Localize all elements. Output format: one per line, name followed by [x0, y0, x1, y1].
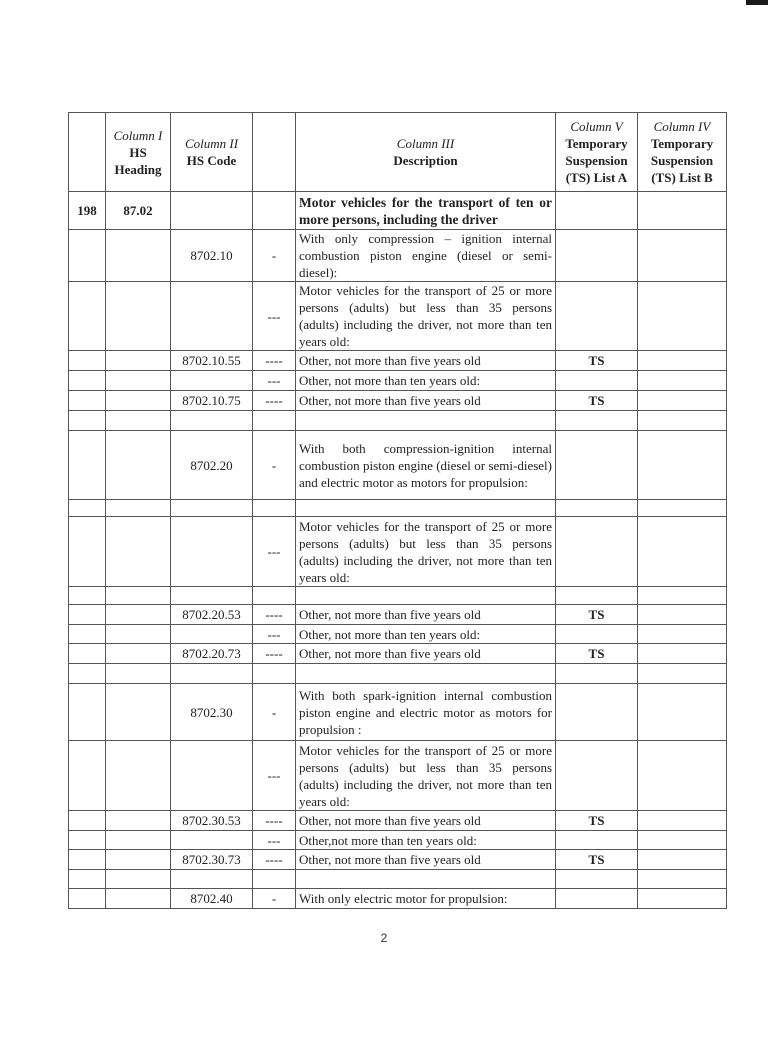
hs-code-cell: 8702.20.53: [171, 605, 253, 625]
ts-list-a-cell: [556, 230, 638, 282]
ts-list-b-cell: [638, 282, 727, 351]
description-cell: [296, 664, 556, 684]
table-row: [69, 741, 727, 811]
dash-indent-cell: ---: [253, 625, 296, 644]
ts-list-a-cell: [556, 684, 638, 741]
ts-list-b-cell: [638, 889, 727, 909]
table-row: [69, 684, 727, 741]
hs-heading-cell: [106, 282, 171, 351]
hs-code-cell: [171, 741, 253, 811]
table-row: [69, 371, 727, 391]
header-col2-label: Column II: [184, 136, 239, 151]
description-cell: Motor vehicles for the transport of 25 or more persons (adults) but less than 35 persons (adults) including the driver, not more than ten years old:: [296, 282, 556, 351]
description-cell: With both compression-ignition internal combustion piston engine (diesel or semi-diesel) and electric motor as motors for propulsion:: [296, 431, 556, 500]
header-col4-title-c: (TS) List B: [651, 170, 713, 185]
header-col4-title-a: Temporary: [650, 136, 714, 151]
ts-list-b-cell: [638, 811, 727, 831]
hs-code-cell: 8702.30: [171, 684, 253, 741]
hs-code-cell: 8702.10: [171, 230, 253, 282]
row-number-cell: [69, 282, 106, 351]
hs-heading-cell: [106, 587, 171, 605]
row-number-cell: [69, 500, 106, 517]
hs-code-cell: [171, 625, 253, 644]
table-header-row: [69, 113, 727, 192]
row-number-cell: [69, 351, 106, 371]
ts-list-b-cell: [638, 411, 727, 431]
ts-list-b-cell: [638, 517, 727, 587]
hs-heading-cell: 87.02: [106, 192, 171, 230]
hs-code-cell: [171, 411, 253, 431]
row-number-cell: [69, 741, 106, 811]
hs-heading-cell: [106, 850, 171, 870]
ts-list-b-cell: [638, 870, 727, 889]
ts-list-b-cell: [638, 192, 727, 230]
table-row: [69, 644, 727, 664]
description-cell: Other, not more than ten years old:: [296, 371, 556, 391]
hs-code-cell: 8702.20: [171, 431, 253, 500]
ts-list-b-cell: [638, 644, 727, 664]
ts-list-a-cell: [556, 889, 638, 909]
hs-heading-cell: [106, 371, 171, 391]
hs-code-cell: [171, 282, 253, 351]
table-row: [69, 605, 727, 625]
ts-list-a-cell: [556, 587, 638, 605]
description-cell: [296, 870, 556, 889]
description-cell: Other, not more than ten years old:: [296, 625, 556, 644]
header-col5-title-b: Suspension: [565, 153, 628, 168]
header-col5-label: Column V: [570, 119, 623, 134]
table-row: [69, 411, 727, 431]
ts-list-a-cell: [556, 625, 638, 644]
ts-list-b-cell: [638, 230, 727, 282]
description-cell: Motor vehicles for the transport of 25 or more persons (adults) but less than 35 persons (adults) including the driver, not more than ten years old:: [296, 741, 556, 811]
dash-indent-cell: ---: [253, 741, 296, 811]
hs-heading-cell: [106, 831, 171, 850]
hs-heading-cell: [106, 605, 171, 625]
dash-indent-cell: ----: [253, 605, 296, 625]
header-col5-title-c: (TS) List A: [565, 170, 628, 185]
header-hs-heading: [106, 113, 171, 192]
hs-code-cell: 8702.10.75: [171, 391, 253, 411]
ts-list-a-cell: [556, 741, 638, 811]
hs-heading-cell: [106, 664, 171, 684]
hs-code-cell: [171, 870, 253, 889]
ts-list-b-cell: [638, 371, 727, 391]
dash-indent-cell: [253, 870, 296, 889]
description-cell: Other, not more than five years old: [296, 391, 556, 411]
hs-heading-cell: [106, 889, 171, 909]
dash-indent-cell: ----: [253, 644, 296, 664]
ts-list-a-cell: [556, 664, 638, 684]
ts-list-a-cell: [556, 371, 638, 391]
description-cell: Other, not more than five years old: [296, 850, 556, 870]
hs-heading-cell: [106, 625, 171, 644]
hs-code-cell: 8702.20.73: [171, 644, 253, 664]
header-ts-list-b: [638, 113, 727, 192]
ts-list-b-cell: [638, 684, 727, 741]
description-cell: [296, 411, 556, 431]
ts-list-b-cell: [638, 391, 727, 411]
table-row: [69, 517, 727, 587]
header-col1-title-a: HS: [129, 144, 147, 160]
ts-list-b-cell: [638, 741, 727, 811]
dash-indent-cell: [253, 411, 296, 431]
row-number-cell: [69, 391, 106, 411]
description-cell: With both spark-ignition internal combustion piston engine and electric motor as motors for propulsion :: [296, 684, 556, 741]
dash-indent-cell: ----: [253, 351, 296, 371]
hs-heading-cell: [106, 870, 171, 889]
row-number-cell: [69, 605, 106, 625]
table-row: [69, 889, 727, 909]
hs-code-cell: [171, 371, 253, 391]
description-cell: [296, 587, 556, 605]
ts-list-b-cell: [638, 500, 727, 517]
description-cell: Other, not more than five years old: [296, 811, 556, 831]
row-number-cell: [69, 371, 106, 391]
dash-indent-cell: ---: [253, 517, 296, 587]
dash-indent-cell: ---: [253, 282, 296, 351]
header-col1-label: Column I: [113, 127, 163, 143]
row-number-cell: [69, 850, 106, 870]
ts-list-b-cell: [638, 831, 727, 850]
header-hs-code: [171, 113, 253, 192]
table-row: [69, 431, 727, 500]
description-cell: Other, not more than five years old: [296, 351, 556, 371]
hs-code-cell: [171, 831, 253, 850]
dash-indent-cell: ---: [253, 831, 296, 850]
description-cell: Motor vehicles for the transport of 25 or more persons (adults) but less than 35 persons (adults) including the driver, not more than ten years old:: [296, 517, 556, 587]
description-cell: Motor vehicles for the transport of ten or more persons, including the driver: [296, 192, 556, 230]
header-col5-title-a: Temporary: [565, 136, 628, 151]
hs-heading-cell: [106, 351, 171, 371]
table-row: [69, 831, 727, 850]
hs-heading-cell: [106, 644, 171, 664]
header-ts-list-a: [556, 113, 638, 192]
hs-heading-cell: [106, 391, 171, 411]
ts-list-b-cell: [638, 605, 727, 625]
row-number-cell: [69, 230, 106, 282]
header-col1-title-b: Heading: [114, 161, 162, 177]
ts-list-b-cell: [638, 625, 727, 644]
ts-list-a-cell: [556, 500, 638, 517]
header-col2-title: HS Code: [186, 153, 237, 168]
hs-heading-cell: [106, 684, 171, 741]
ts-list-a-cell: TS: [556, 605, 638, 625]
ts-list-b-cell: [638, 351, 727, 371]
row-number-cell: [69, 684, 106, 741]
row-number-cell: [69, 811, 106, 831]
page-number: 2: [380, 931, 388, 945]
ts-list-a-cell: TS: [556, 351, 638, 371]
row-number-cell: [69, 664, 106, 684]
ts-list-a-cell: [556, 517, 638, 587]
row-number-cell: [69, 411, 106, 431]
row-number-cell: [69, 831, 106, 850]
hs-heading-cell: [106, 811, 171, 831]
hs-code-cell: 8702.30.53: [171, 811, 253, 831]
description-cell: With only electric motor for propulsion:: [296, 889, 556, 909]
ts-list-a-cell: [556, 831, 638, 850]
table-row: [69, 587, 727, 605]
row-number-cell: [69, 587, 106, 605]
ts-list-a-cell: TS: [556, 391, 638, 411]
header-row-number: [69, 113, 106, 192]
dash-indent-cell: -: [253, 431, 296, 500]
hs-code-cell: 8702.40: [171, 889, 253, 909]
table-row: [69, 625, 727, 644]
row-number-cell: [69, 625, 106, 644]
header-col4-title-b: Suspension: [650, 153, 714, 168]
table-row: [69, 850, 727, 870]
hs-code-cell: [171, 192, 253, 230]
ts-list-b-cell: [638, 587, 727, 605]
description-cell: Other,not more than ten years old:: [296, 831, 556, 850]
dash-indent-cell: [253, 192, 296, 230]
dash-indent-cell: [253, 500, 296, 517]
table-row: [69, 870, 727, 889]
ts-list-a-cell: [556, 282, 638, 351]
dash-indent-cell: ----: [253, 391, 296, 411]
table-row: [69, 391, 727, 411]
dash-indent-cell: [253, 664, 296, 684]
dash-indent-cell: [253, 587, 296, 605]
hs-code-cell: 8702.30.73: [171, 850, 253, 870]
dash-indent-cell: -: [253, 684, 296, 741]
description-cell: With only compression – ignition internal combustion piston engine (diesel or semi-diesel):: [296, 230, 556, 282]
header-col4-label: Column IV: [653, 119, 711, 134]
dash-indent-cell: -: [253, 889, 296, 909]
tariff-table: [68, 112, 727, 909]
row-number-cell: 198: [69, 192, 106, 230]
header-description: [296, 113, 556, 192]
row-number-cell: [69, 870, 106, 889]
description-cell: [296, 500, 556, 517]
ts-list-b-cell: [638, 850, 727, 870]
hs-heading-cell: [106, 517, 171, 587]
hs-code-cell: [171, 587, 253, 605]
hs-heading-cell: [106, 230, 171, 282]
row-number-cell: [69, 889, 106, 909]
table-row: [69, 351, 727, 371]
row-number-cell: [69, 517, 106, 587]
header-col3-label: Column III: [396, 136, 455, 151]
row-number-cell: [69, 644, 106, 664]
hs-heading-cell: [106, 500, 171, 517]
ts-list-a-cell: [556, 192, 638, 230]
hs-code-cell: [171, 664, 253, 684]
hs-heading-cell: [106, 741, 171, 811]
ts-list-a-cell: [556, 411, 638, 431]
table-row: [69, 664, 727, 684]
table-row: [69, 282, 727, 351]
scan-corner-mark: [746, 0, 768, 5]
description-cell: Other, not more than five years old: [296, 605, 556, 625]
ts-list-a-cell: [556, 431, 638, 500]
ts-list-a-cell: TS: [556, 811, 638, 831]
table-row: [69, 230, 727, 282]
dash-indent-cell: ----: [253, 811, 296, 831]
ts-list-a-cell: [556, 870, 638, 889]
hs-code-cell: 8702.10.55: [171, 351, 253, 371]
table-row: [69, 192, 727, 230]
hs-heading-cell: [106, 431, 171, 500]
dash-indent-cell: ---: [253, 371, 296, 391]
description-cell: Other, not more than five years old: [296, 644, 556, 664]
table-row: [69, 811, 727, 831]
hs-heading-cell: [106, 411, 171, 431]
dash-indent-cell: ----: [253, 850, 296, 870]
ts-list-a-cell: TS: [556, 644, 638, 664]
header-col3-title: Description: [393, 153, 458, 168]
row-number-cell: [69, 431, 106, 500]
hs-code-cell: [171, 500, 253, 517]
dash-indent-cell: -: [253, 230, 296, 282]
hs-code-cell: [171, 517, 253, 587]
table-row: [69, 500, 727, 517]
header-dash: [253, 113, 296, 192]
ts-list-b-cell: [638, 431, 727, 500]
ts-list-b-cell: [638, 664, 727, 684]
ts-list-a-cell: TS: [556, 850, 638, 870]
